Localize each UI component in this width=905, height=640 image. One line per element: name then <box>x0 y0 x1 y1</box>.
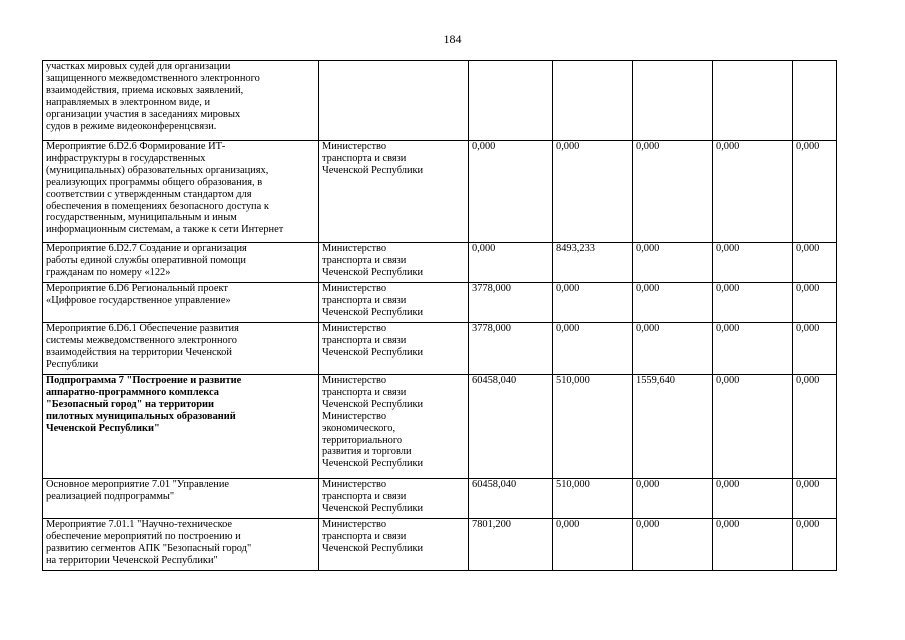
funding-value-cell: 3778,000 <box>469 323 553 375</box>
page-number: 184 <box>443 32 462 46</box>
funding-value-cell <box>553 61 633 141</box>
funding-value-cell: 0,000 <box>553 141 633 243</box>
executor-line: Чеченской Республики <box>322 458 424 470</box>
executor-line: Министерство <box>322 410 387 422</box>
activity-description-line: реализующих программы общего образования, в <box>46 176 263 188</box>
executor-line: Чеченской Республики <box>322 164 424 176</box>
executor-line: транспорта и связи <box>322 490 407 502</box>
funding-value-cell: 0,000 <box>793 479 837 519</box>
executor-line: транспорта и связи <box>322 386 407 398</box>
executor-line: транспорта и связи <box>322 334 407 346</box>
activity-description-line: взаимодействия, приема исковых заявлений, <box>46 84 244 96</box>
funding-value-cell: 0,000 <box>633 323 713 375</box>
funding-value-cell: 0,000 <box>633 479 713 519</box>
funding-value-cell: 0,000 <box>713 375 793 479</box>
activity-description-cell <box>43 323 319 375</box>
activity-description-line: "Безопасный город" на территории <box>46 398 214 410</box>
executor-line: Министерство <box>322 283 387 294</box>
funding-value-cell: 0,000 <box>553 519 633 571</box>
funding-value-cell: 7801,200 <box>469 519 553 571</box>
activity-description-line: развитию сегментов АПК "Безопасный город" <box>46 542 252 554</box>
executor-cell <box>319 243 469 283</box>
funding-value-cell <box>633 61 713 141</box>
funding-value-cell: 0,000 <box>713 283 793 323</box>
funding-value-cell: 0,000 <box>633 519 713 571</box>
activity-description-line: Мероприятие 7.01.1 "Научно-техническое <box>46 519 233 530</box>
activity-description-line: пилотных муниципальных образований <box>46 410 236 422</box>
activity-description-cell <box>43 519 319 571</box>
activity-description-line: организации участия в заседаниях мировых <box>46 108 241 120</box>
funding-value-cell: 0,000 <box>469 243 553 283</box>
funding-value-cell: 0,000 <box>553 283 633 323</box>
table-row <box>43 479 837 519</box>
executor-line: Чеченской Республики <box>322 346 424 358</box>
executor-line: Министерство <box>322 519 387 530</box>
executor-line: Министерство <box>322 243 387 254</box>
activity-description-cell <box>43 61 319 141</box>
activity-description-cell <box>43 141 319 243</box>
activity-description-line: реализацией подпрограммы" <box>46 490 175 502</box>
funding-value-cell: 0,000 <box>633 141 713 243</box>
executor-cell <box>319 61 469 141</box>
activity-description-line: взаимодействия на территории Чеченской <box>46 346 232 358</box>
activity-description-line: направляемых в электронном виде, и <box>46 96 211 108</box>
activity-description-line: Мероприятие 6.D2.7 Создание и организация <box>46 243 247 254</box>
executor-cell <box>319 479 469 519</box>
executor-line: развития и торговли <box>322 446 412 458</box>
executor-line: Министерство <box>322 479 387 490</box>
funding-value-cell: 0,000 <box>713 243 793 283</box>
funding-value-cell: 510,000 <box>553 375 633 479</box>
funding-value-cell: 0,000 <box>469 141 553 243</box>
funding-value-cell <box>469 61 553 141</box>
activity-description-line: государственным, муниципальным и иным <box>46 212 237 224</box>
executor-cell <box>319 323 469 375</box>
table-row <box>43 323 837 375</box>
executor-line: транспорта и связи <box>322 294 407 306</box>
funding-value-cell: 1559,640 <box>633 375 713 479</box>
table-row <box>43 243 837 283</box>
activity-description-cell <box>43 479 319 519</box>
table-row <box>43 61 837 141</box>
activity-description-line: инфраструктуры в государственных <box>46 152 206 164</box>
funding-value-cell: 0,000 <box>793 243 837 283</box>
funding-value-cell: 0,000 <box>713 141 793 243</box>
activity-description-line: соответствии с утвержденным стандартом для <box>46 188 252 200</box>
activity-description-line: судов в режиме видеоконференцсвязи. <box>46 120 217 132</box>
funding-value-cell <box>713 61 793 141</box>
funding-value-cell: 0,000 <box>713 323 793 375</box>
funding-value-cell: 3778,000 <box>469 283 553 323</box>
executor-line: Чеченской Республики <box>322 502 424 514</box>
activity-description-line: на территории Чеченской Республики" <box>46 554 218 566</box>
executor-line: Чеченской Республики <box>322 306 424 318</box>
activity-description-line: Мероприятие 6.D6 Региональный проект <box>46 283 228 294</box>
funding-value-cell: 0,000 <box>793 375 837 479</box>
executor-line: транспорта и связи <box>322 152 407 164</box>
funding-value-cell: 60458,040 <box>469 375 553 479</box>
funding-value-cell: 0,000 <box>793 519 837 571</box>
executor-line: Чеченской Республики <box>322 266 424 278</box>
executor-line: Чеченской Республики <box>322 542 424 554</box>
funding-value-cell <box>793 61 837 141</box>
executor-cell <box>319 375 469 479</box>
activity-description-line: защищенного межведомственного электронного <box>46 72 260 84</box>
activity-description-line: информационным системам, а также к сети Интернет <box>46 224 284 236</box>
funding-value-cell: 510,000 <box>553 479 633 519</box>
activity-description-cell <box>43 375 319 479</box>
table-body <box>43 61 837 571</box>
budget-table <box>42 60 837 571</box>
funding-value-cell: 0,000 <box>633 243 713 283</box>
funding-value-cell: 0,000 <box>713 519 793 571</box>
activity-description-line: (муниципальных) образовательных организациях, <box>46 164 269 176</box>
table-row <box>43 519 837 571</box>
executor-line: экономического, <box>322 422 396 434</box>
table-row <box>43 141 837 243</box>
funding-value-cell: 0,000 <box>793 283 837 323</box>
funding-value-cell: 0,000 <box>793 141 837 243</box>
funding-value-cell: 8493,233 <box>553 243 633 283</box>
activity-description-line: Республики <box>46 358 99 370</box>
activity-description-cell <box>43 243 319 283</box>
executor-line: Министерство <box>322 375 387 386</box>
activity-description-line: Подпрограмма 7 "Построение и развитие <box>46 375 242 386</box>
executor-line: Чеченской Республики <box>322 398 424 410</box>
executor-cell <box>319 519 469 571</box>
activity-description-line: «Цифровое государственное управление» <box>46 294 231 306</box>
activity-description-line: гражданам по номеру «122» <box>46 266 171 278</box>
activity-description-line: обеспечения в помещениях безопасного доступа к <box>46 200 269 212</box>
activity-description-line: Мероприятие 6.D6.1 Обеспечение развития <box>46 323 239 334</box>
executor-cell <box>319 283 469 323</box>
activity-description-line: участках мировых судей для организации <box>46 61 231 72</box>
funding-value-cell: 0,000 <box>713 479 793 519</box>
activity-description-cell <box>43 283 319 323</box>
activity-description-line: Мероприятие 6.D2.6 Формирование ИТ- <box>46 141 226 152</box>
funding-value-cell: 0,000 <box>633 283 713 323</box>
executor-line: Министерство <box>322 323 387 334</box>
activity-description-line: аппаратно-программного комплекса <box>46 386 219 398</box>
table-row <box>43 283 837 323</box>
executor-line: транспорта и связи <box>322 530 407 542</box>
executor-line: транспорта и связи <box>322 254 407 266</box>
activity-description-line: работы единой службы оперативной помощи <box>46 254 246 266</box>
funding-value-cell: 0,000 <box>793 323 837 375</box>
activity-description-line: системы межведомственного электронного <box>46 334 237 346</box>
table-row <box>43 375 837 479</box>
activity-description-line: Чеченской Республики" <box>46 422 160 434</box>
executor-line: Министерство <box>322 141 387 152</box>
activity-description-line: Основное мероприятие 7.01 "Управление <box>46 479 229 490</box>
executor-cell <box>319 141 469 243</box>
activity-description-line: обеспечение мероприятий по построению и <box>46 530 241 542</box>
funding-value-cell: 60458,040 <box>469 479 553 519</box>
funding-value-cell: 0,000 <box>553 323 633 375</box>
executor-line: территориального <box>322 434 403 446</box>
